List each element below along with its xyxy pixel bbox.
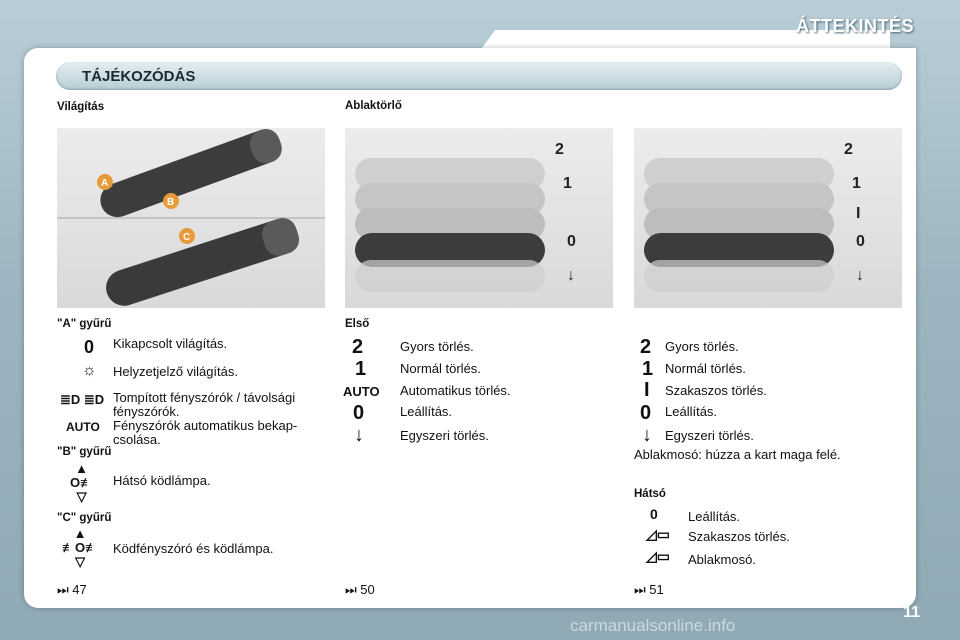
col3-item-2: Szakaszos törlés. [665,383,767,398]
a-item-0: Kikapcsolt világítás. [113,336,228,351]
ring-b-title: "B" gyűrű [57,446,112,458]
rear-intermittent-icon: ◿▭ [646,526,670,542]
page-title: ÁTTEKINTÉS [795,16,914,36]
front-fog-icon: ▲ ≢O≢ ▽ [62,526,99,569]
col3-item-0: Gyors törlés. [665,339,739,354]
rear-item-0: Leállítás. [688,509,741,524]
rear-speed-1-icon: 1 [642,358,654,380]
single-wipe-icon: ↓ [354,424,364,446]
section-title: TÁJÉKOZÓDÁS [82,68,196,85]
ref-50[interactable]: ⏭ 50 [345,582,375,597]
c-item: Ködfényszóró és ködlámpa. [113,541,274,556]
a-item-2: Tompított fényszórók / távolsági fényszórók. [113,390,296,419]
svg-text:2: 2 [844,141,853,158]
speed-2-icon: 2 [352,336,364,358]
page-number: 11 [903,604,920,621]
lighting-title: Világítás [57,101,105,113]
washer-note: Ablakmosó: húzza a kart maga felé. [634,447,841,462]
front-item-1: Normál törlés. [400,361,481,376]
stop-icon: 0 [353,402,365,424]
rear-speed-2-icon: 2 [640,336,652,358]
svg-text:↓: ↓ [567,267,575,284]
rear-item-2: Ablakmosó. [688,552,756,567]
col3-item-3: Leállítás. [665,404,718,419]
rear-item-1: Szakaszos törlés. [688,529,790,544]
col3-single-icon: ↓ [642,424,652,446]
ring-c-title: "C" gyűrű [57,512,112,524]
front-wiper-image [345,128,613,308]
svg-text:0: 0 [567,233,576,250]
svg-text:↓: ↓ [856,267,864,284]
zero-icon: 0 [84,337,95,357]
watermark: carmanualsonline.info [570,616,736,635]
wiper-title: Ablaktörlő [345,100,402,112]
sidelight-icon: ☼ [82,362,97,379]
front-item-4: Egyszeri törlés. [400,428,489,443]
speed-1-icon: 1 [355,358,367,380]
ref-47[interactable]: ⏭ 47 [57,582,87,597]
wiper-intermittent-drawing [634,128,902,308]
front-wiper-drawing [345,128,613,308]
svg-text:1: 1 [563,175,572,192]
col3-item-4: Egyszeri törlés. [665,428,754,443]
front-item-2: Automatikus törlés. [400,383,511,398]
svg-text:1: 1 [852,175,861,192]
rear-title: Hátsó [634,488,666,500]
svg-text:I: I [856,205,861,222]
rear-fog-icon: ▲ O≢ ▽ [70,461,94,504]
lighting-stalk-drawing [57,128,325,308]
headlight-icon: ≣D ≣D [60,392,105,407]
b-item: Hátsó ködlámpa. [113,473,211,488]
a-item-3: Fényszórók automatikus bekap-csolása. [113,418,298,447]
rear-washer-icon: ◿▭ [646,548,670,564]
auto-icon: AUTO [66,420,100,434]
section-tab [56,62,902,90]
col3-stop-icon: 0 [640,402,652,424]
rear-stop-icon: 0 [650,506,658,522]
wiper-intermittent-image [634,128,902,308]
col3-item-1: Normál törlés. [665,361,746,376]
ref-51[interactable]: ⏭ 51 [634,582,664,597]
auto-wipe-icon: AUTO [343,384,380,399]
label-c: C [183,232,191,243]
intermittent-icon: I [644,379,650,401]
a-item-1: Helyzetjelző világítás. [113,364,238,379]
front-item-3: Leállítás. [400,404,453,419]
lighting-stalk-image [57,128,325,308]
svg-text:2: 2 [555,141,564,158]
ring-a-title: "A" gyűrű [57,318,112,330]
front-item-0: Gyors törlés. [400,339,474,354]
svg-text:0: 0 [856,233,865,250]
label-a: A [101,178,109,189]
label-b: B [167,197,175,208]
front-title: Első [345,318,370,330]
